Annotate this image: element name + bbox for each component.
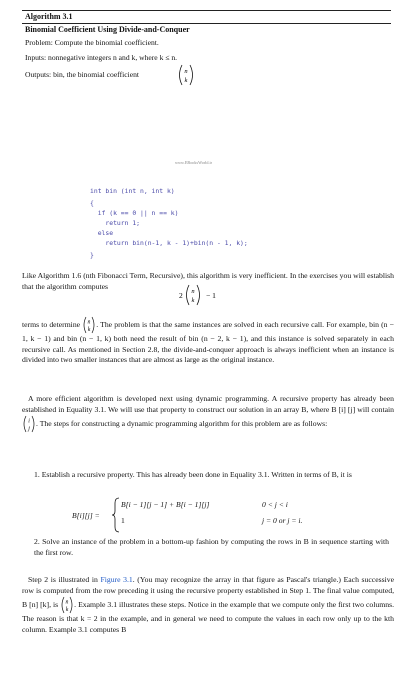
svg-text:n: n [65,599,69,606]
top-rule [22,10,391,11]
binom-top: n [184,68,188,75]
inputs-label: Inputs: [25,53,47,62]
code-line-6: return bin(n-1, k - 1)+bin(n - 1, k); [90,239,248,247]
equation-case-1: B[i − 1][j − 1] + B[i − 1][j] [121,500,210,509]
p3-body: . The steps for constructing a dynamic programming algorithm for this problem are as follows: [36,418,328,428]
problem-text: Compute the binomial coefficient. [54,38,159,47]
binomial-symbol [60,596,74,614]
algorithm-number: Algorithm 3.1 [25,12,73,21]
svg-text:j: j [28,426,30,433]
inputs-text: nonnegative integers n and k, where k ≤ n. [48,53,178,62]
outputs-line [25,70,139,80]
rule-under-number [22,23,391,24]
step-1: 1. Establish a recursive property. This has already been done in Equality 3.1. Written in terms of B, it is [34,470,352,479]
inputs-line [25,53,177,63]
code-line-4: return 1; [90,219,141,227]
svg-text:k: k [87,327,91,333]
equation-lhs: B[i][j] = [72,511,100,520]
svg-text:n: n [191,288,195,295]
code-line-5: else [90,229,114,237]
code-line-2: { [90,199,94,207]
left-brace [112,497,120,533]
p4-lead: Step 2 is illustrated in [28,575,98,584]
svg-text:i: i [28,418,30,425]
formula-terms [177,283,221,307]
outputs-label: Outputs: [25,70,52,79]
p2-lead: terms to determine [22,319,81,329]
equation-case-2: 1 [121,516,125,525]
paragraph-step-2-illustration [22,575,394,635]
equation-condition-2: j = 0 or j = i. [262,516,303,525]
p3-lead: A more efficient algorithm is developed next using dynamic programming. A recursive property has already been established in Equality 3.1. We will use that property to construct our solution in an array B, where B [i] [j] will contain [22,394,394,414]
outputs-text: bin, the binomial coefficient [53,70,139,79]
svg-text:k: k [191,297,195,304]
equation-condition-1: 0 < j < i [262,500,288,509]
binom-bottom: k [184,77,188,84]
p4-tail: . Example 3.1 illustrates these steps. Notice in the example that we compute only the first two columns. The reason is that k = 2 in the example, and in general we need to compute the values in each row only up to the kth column. Example 3.1 computes B [22,599,394,634]
watermark: www.EBooksWorld.ir [175,160,213,165]
problem-line [25,38,159,48]
problem-label: Problem: [25,38,53,47]
binomial-symbol [22,415,36,433]
algorithm-title: Binomial Coefficient Using Divide-and-Conquer [25,25,190,34]
svg-text:n: n [87,319,91,326]
paragraph-same-instances [22,316,394,366]
figure-3-1-link[interactable]: Figure 3.1 [100,575,133,584]
paragraph-dynamic-programming [22,394,394,433]
binomial-symbol [177,64,195,86]
svg-text:− 1: − 1 [206,291,216,300]
code-line-1: int bin (int n, int k) [90,187,175,195]
svg-text:k: k [65,607,69,614]
p4-body: . (You may recognize the array in that figure as Pascal's triangle.) Each successive row is computed from the row preceding it using the recursive property established in Step 1. The final value computed, B [n] [k], is [22,575,394,609]
step-2: 2. Solve an instance of the problem in a bottom-up fashion by computing the rows in B in sequence starting with the first row. [34,537,389,557]
code-line-3: if (k == 0 || n == k) [90,209,179,217]
p2-body: . The problem is that the same instances are solved in each recursive call. For example, bin (n − 1, k − 1) and bin (n − 1, k) both need the result of bin (n − 2, k − 1), and this instance is solved separately in each recursive call. As mentioned in Section 2.8, the divide-and-conquer approach is always inefficient when an instance is divided into two smaller instances that are almost as large as the original instance. [22,319,395,365]
code-line-7: } [90,251,94,259]
binomial-symbol [82,316,96,334]
svg-text:2: 2 [179,291,183,300]
paragraph-inefficient: Like Algorithm 1.6 (nth Fibonacci Term, Recursive), this algorithm is very inefficient. In the exercises you will establish that the algorithm computes [22,271,394,291]
